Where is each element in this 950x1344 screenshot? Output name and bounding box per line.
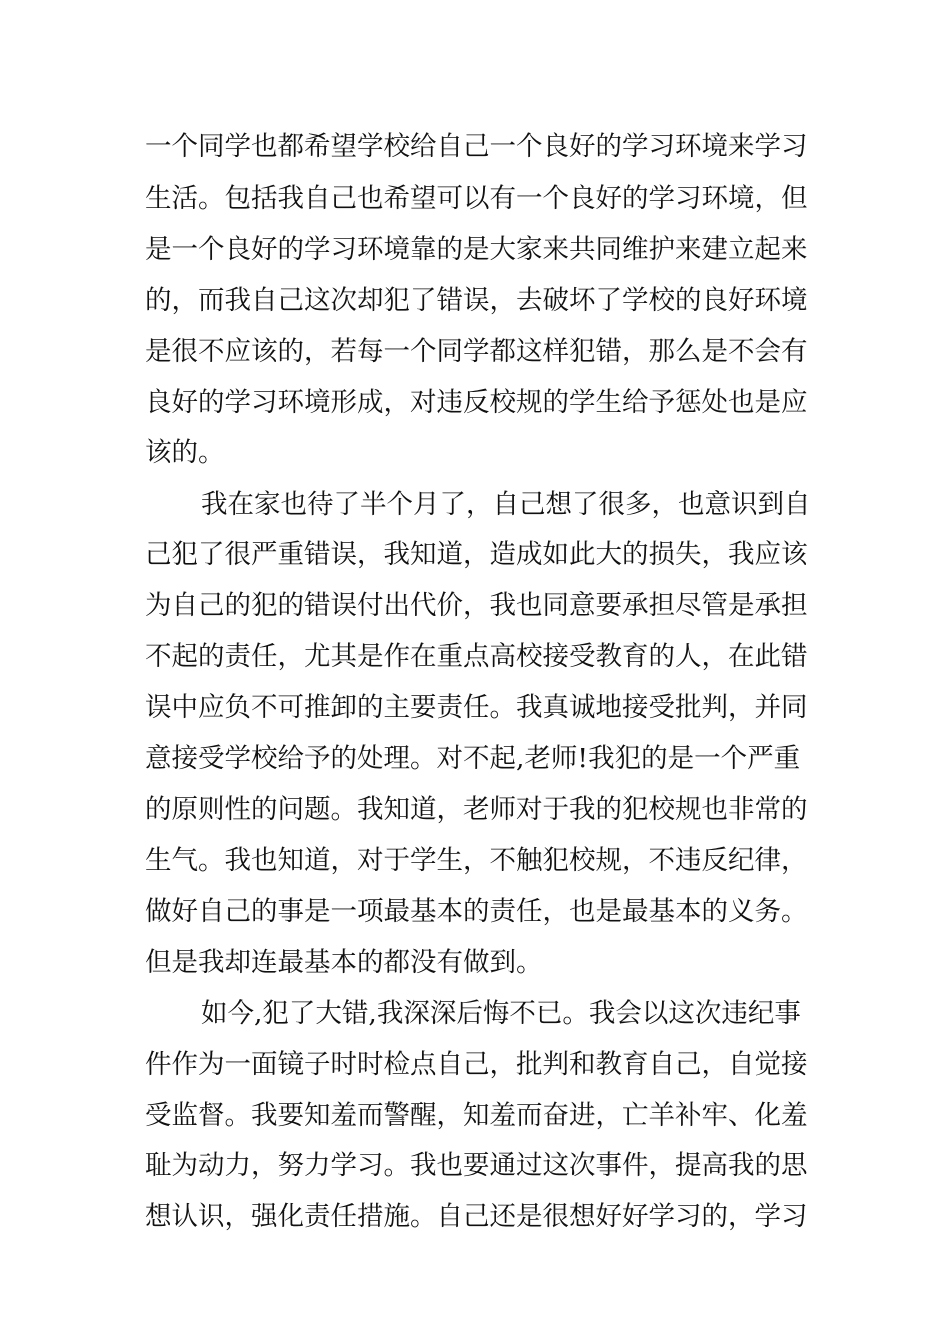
text-line: 己犯了很严重错误，我知道，造成如此大的损失，我应该	[145, 539, 808, 570]
text-line: 耻为动力，努力学习。我也要通过这次事件，提高我的思	[145, 1150, 808, 1181]
text-line: 生气。我也知道，对于学生，不触犯校规，不违反纪律，	[145, 845, 808, 876]
text-line: 为自己的犯的错误付出代价，我也同意要承担尽管是承担	[145, 590, 808, 621]
text-line: 的，而我自己这次却犯了错误，去破坏了学校的良好环境	[145, 285, 808, 316]
text-line: 件作为一面镜子时时检点自己，批判和教育自己，自觉接	[145, 1049, 808, 1080]
text-line: 误中应负不可推卸的主要责任。我真诚地接受批判，并同	[145, 692, 808, 723]
text-line: 不起的责任，尤其是作在重点高校接受教育的人，在此错	[145, 641, 808, 672]
text-line: 的原则性的问题。我知道，老师对于我的犯校规也非常的	[145, 794, 808, 825]
text-line: 是一个良好的学习环境靠的是大家来共同维护来建立起来	[145, 234, 808, 265]
text-line: 意接受学校给予的处理。对不起,老师!我犯的是一个严重	[145, 743, 801, 774]
text-line: 生活。包括我自己也希望可以有一个良好的学习环境，但	[145, 183, 808, 214]
text-line: 做好自己的事是一项最基本的责任，也是最基本的义务。	[145, 896, 808, 927]
text-line: 一个同学也都希望学校给自己一个良好的学习环境来学习	[145, 131, 808, 162]
text-line: 该的。	[145, 437, 225, 468]
paragraph-first-line: 如今,犯了大错,我深深后悔不已。我会以这次违纪事	[201, 998, 801, 1029]
text-line: 是很不应该的，若每一个同学都这样犯错，那么是不会有	[145, 336, 808, 367]
text-line: 受监督。我要知羞而警醒，知羞而奋进，亡羊补牢、化羞	[145, 1100, 808, 1131]
paragraph-first-line: 我在家也待了半个月了，自己想了很多，也意识到自	[201, 489, 811, 520]
text-line: 想认识，强化责任措施。自己还是很想好好学习的，学习	[145, 1201, 808, 1232]
text-line: 良好的学习环境形成，对违反校规的学生给予惩处也是应	[145, 387, 808, 418]
text-line: 但是我却连最基本的都没有做到。	[145, 947, 543, 978]
